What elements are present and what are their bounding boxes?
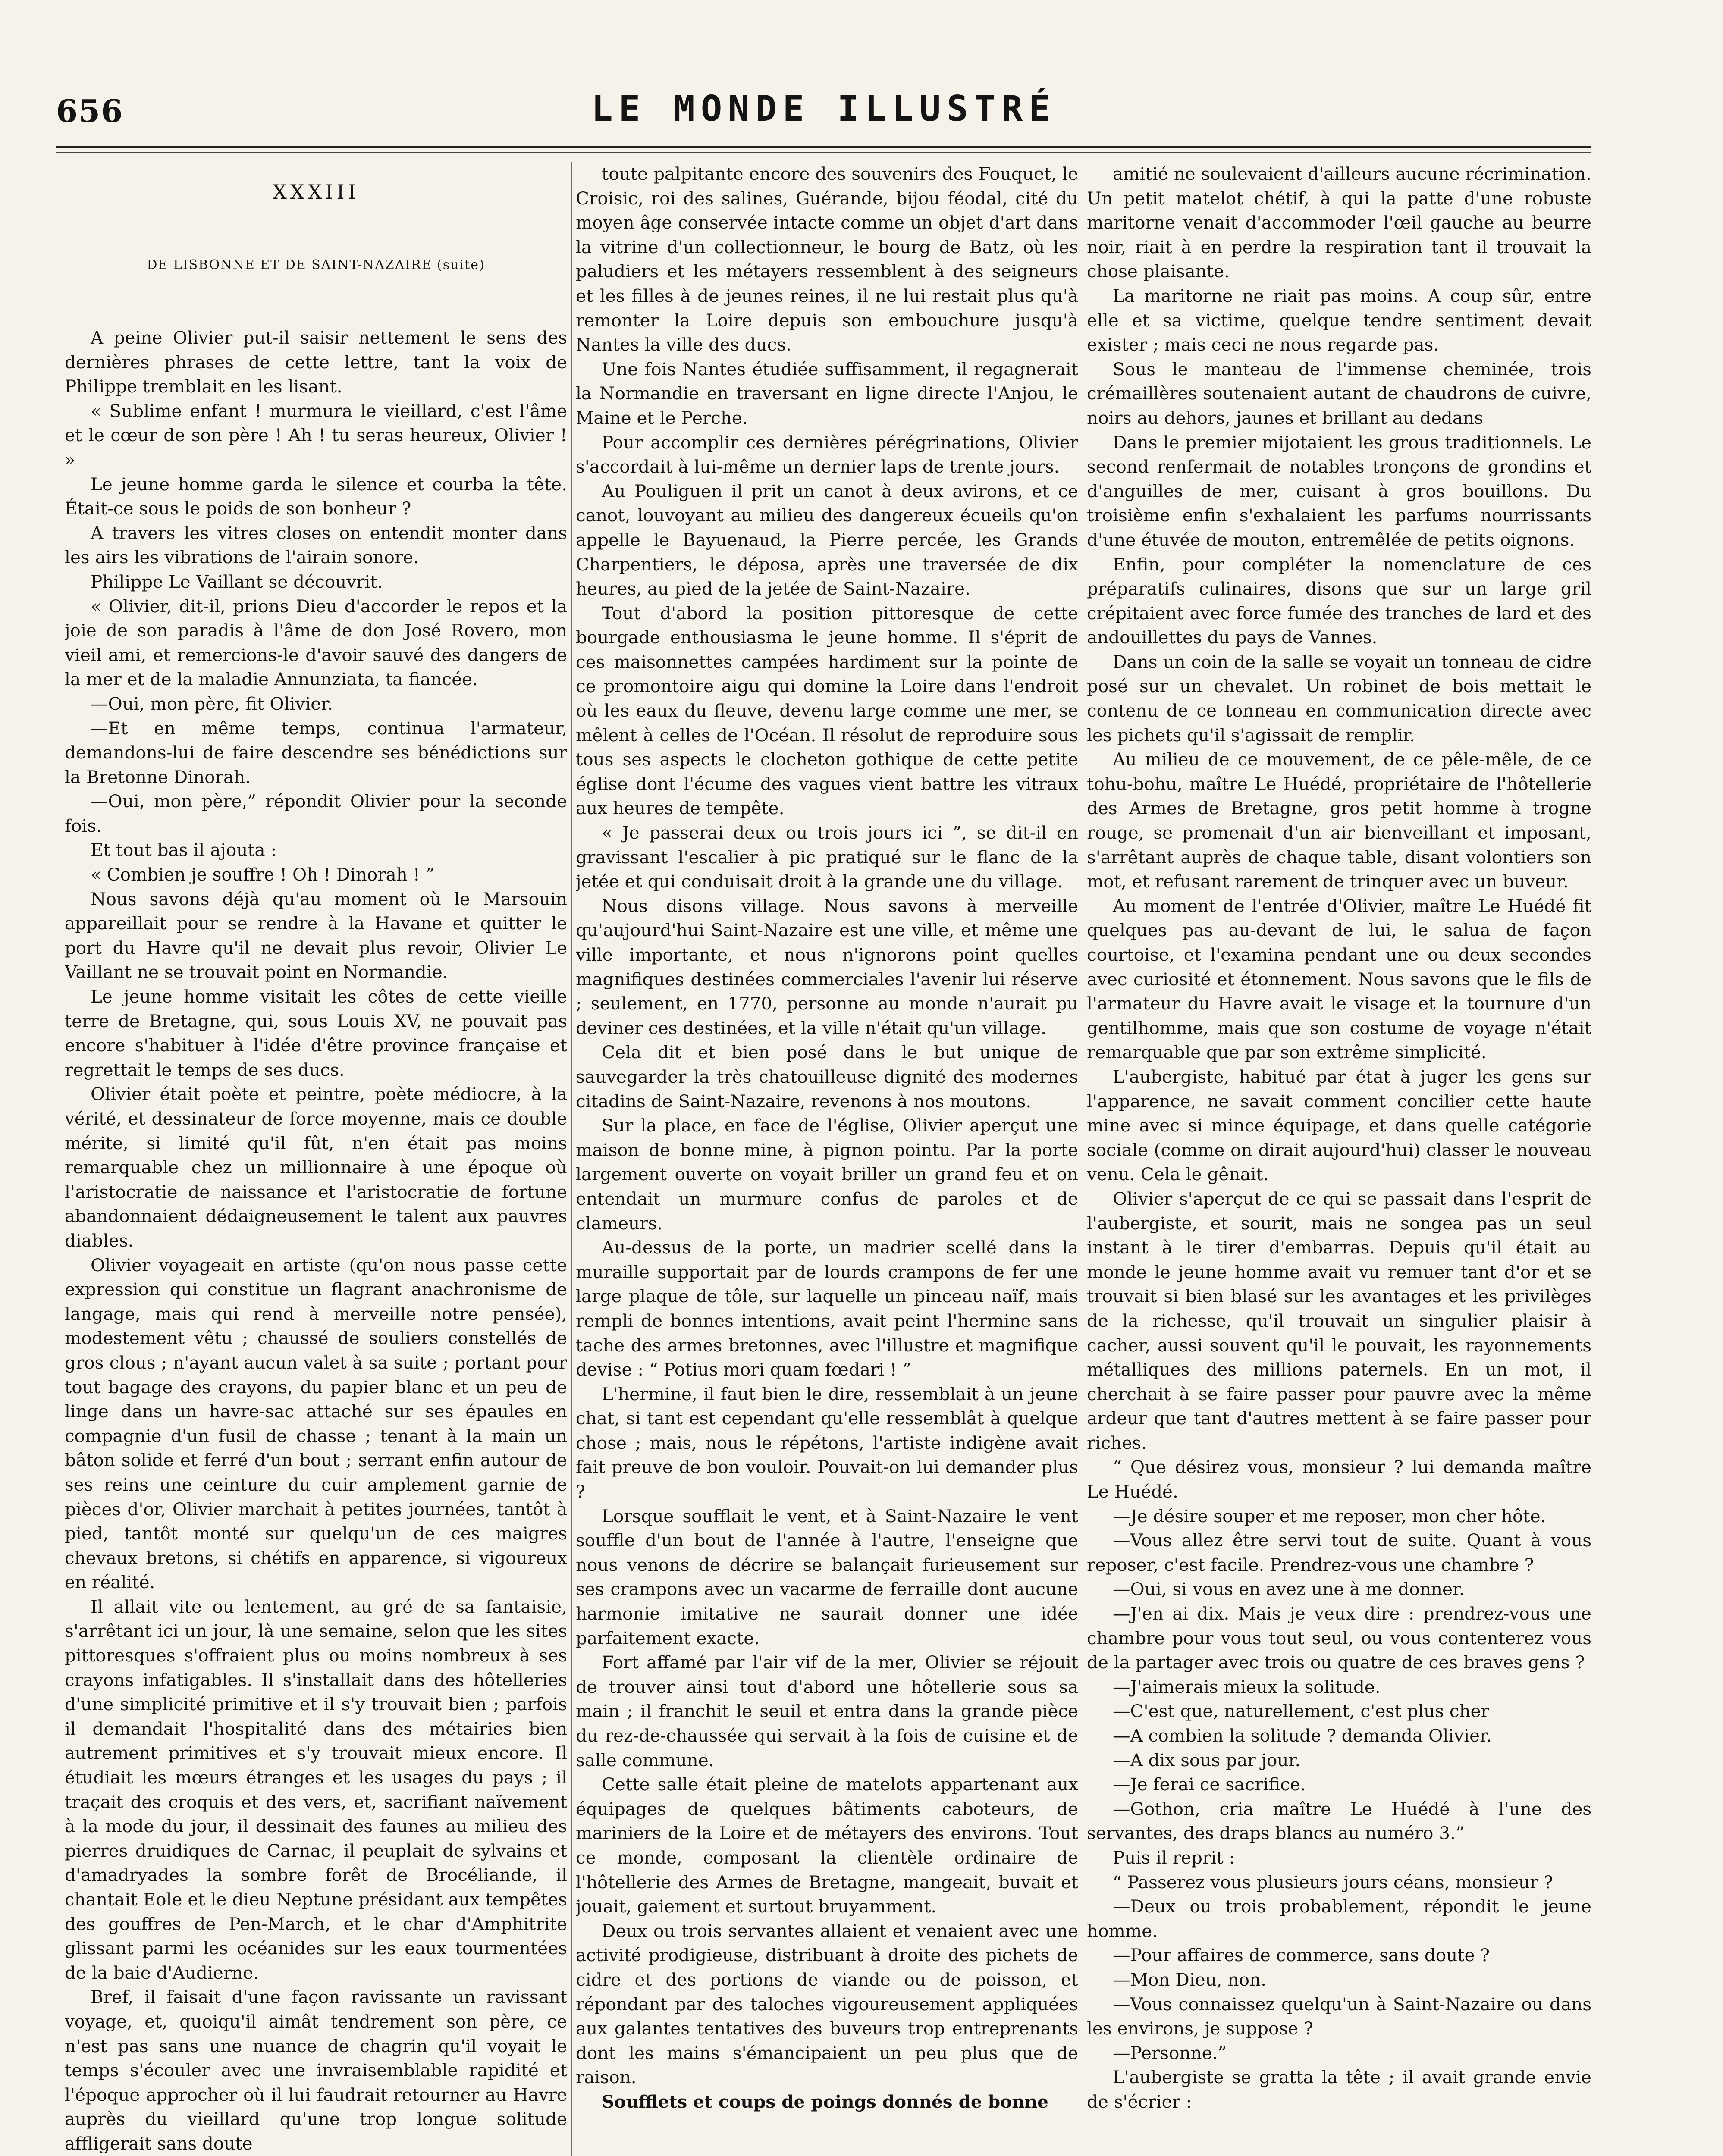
paragraph: Et tout bas il ajouta :: [91, 840, 277, 861]
paragraph: amitié ne soulevaient d'ailleurs aucune récrimination. Un petit matelot chétif, à qui la patte d'une robuste maritorne venait d'accommoder l'œil gauche au beurre noir, riait à en perdre la respiration tant il trouvait la chose plaisante.: [1087, 163, 1591, 282]
paragraph: “ Passerez vous plusieurs jours céans, monsieur ?: [1113, 1871, 1554, 1893]
paragraph: Au milieu de ce mouvement, de ce pêle-mêle, de ce tohu-bohu, maître Le Huédé, propriétaire de l'hôtellerie des Armes de Bretagne, gros petit homme à trogne rouge, se promenait d'un air bienveillant et imposant, s'arrêtant auprès de chaque table, disant volontiers son mot, et refusant rarement de trinquer avec un buveur.: [1087, 749, 1591, 892]
paragraph: L'hermine, il faut bien le dire, ressemblait à un jeune chat, si tant est cependant qu'elle ressemblât à quelque chose ; mais, nous le répétons, l'artiste indigène avait fait preuve de bon vouloir. Pouvait-on lui demander plus ?: [576, 1383, 1078, 1502]
paragraph: Soufflets et coups de poings donnés de bonne: [602, 2091, 1048, 2112]
paragraph: —Je désire souper et me reposer, mon cher hôte.: [1113, 1505, 1546, 1526]
paragraph: —Vous allez être servi tout de suite. Quant à vous reposer, c'est facile. Prendrez-vous une chambre ?: [1087, 1530, 1591, 1575]
paragraph: —Vous connaissez quelqu'un à Saint-Nazaire ou dans les environs, je suppose ?: [1087, 1993, 1591, 2039]
paragraph: Cette salle était pleine de matelots appartenant aux équipages de quelques bâtiments caboteurs, de mariniers de la Loire et de métayers des environs. Tout ce monde, composant la clientèle ordinaire de l'hôtellerie des Armes de Bretagne, mangeait, buvait et jouait, gaiement et surtout bruyamment.: [576, 1774, 1078, 1917]
paragraph: A peine Olivier put-il saisir nettement le sens des dernières phrases de cette lettre, tant la voix de Philippe tremblait en les lisant.: [65, 327, 567, 397]
paragraph: Philippe Le Vaillant se découvrit.: [91, 571, 383, 592]
page-header: [56, 88, 1591, 136]
column-1: [65, 162, 567, 2156]
paragraph: Nous disons village. Nous savons à merveille qu'aujourd'hui Saint-Nazaire est une ville, et même une ville importante, et nous n'ignorons point quelles magnifiques destinées commerciales l'avenir lui réserve ; seulement, en 1770, personne au monde n'aurait pu deviner ces destinées, et la ville n'était qu'un village.: [576, 895, 1078, 1038]
paragraph: —Personne.”: [1113, 2042, 1227, 2063]
header-rule-thin: [56, 152, 1591, 153]
paragraph: Olivier voyageait en artiste (qu'on nous passe cette expression qui constitue un flagrant anachronisme de langage, mais qui rend à merveille notre pensée), modestement vêtu ; chaussé de souliers constellés de gros clous ; n'ayant aucun valet à sa suite ; portant pour tout bagage des crayons, du papier blanc et un peu de linge dans un havre-sac attaché sur ses épaules en compagnie d'un fusil de chasse ; tenant à la main un bâton solide et ferré d'un bout ; serrant enfin autour de ses reins une ceinture du cuir amplement garnie de pièces d'or, Olivier marchait à petites journées, tantôt à pied, tantôt monté sur quelqu'un de ces maigres chevaux bretons, si chétifs en apparence, si vigoureux en réalité.: [65, 1254, 567, 1593]
paragraph: —Pour affaires de commerce, sans doute ?: [1113, 1945, 1490, 1966]
paragraph: —Mon Dieu, non.: [1113, 1969, 1266, 1990]
column-3-text: [1087, 162, 1591, 2114]
paragraph: Au-dessus de la porte, un madrier scellé dans la muraille supportait par de lourds crampons de fer une large plaque de tôle, sur laquelle un pinceau naïf, mais rempli de bonnes intentions, avait peint l'hermine sans tache des armes bretonnes, avec l'illustre et magnifique devise : “ Potius mori quam fœdari ! ”: [576, 1237, 1078, 1380]
paragraph: Deux ou trois servantes allaient et venaient avec une activité prodigieuse, distribuant à droite des pichets de cidre et des portions de viande ou de poisson, et répondant par des taloches vigoureusement appliquées aux galantes tentatives des buveurs trop entreprenants dont les mains s'émancipaient un peu plus que de raison.: [576, 1920, 1078, 2088]
paragraph: « Combien je souffre ! Oh ! Dinorah ! ”: [91, 864, 435, 885]
chapter-subtitle: DE LISBONNE ET DE SAINT-NAZAIRE (suite): [147, 257, 485, 273]
column-divider: [571, 162, 572, 2156]
column-2: [576, 162, 1078, 2156]
paragraph: Sur la place, en face de l'église, Olivier aperçut une maison de bonne mine, à pignon pointu. Par la porte largement ouverte on voyait briller un grand feu et on entendait un murmure confus de paroles et de clameurs.: [576, 1115, 1078, 1234]
paragraph: La maritorne ne riait pas moins. A coup sûr, entre elle et sa victime, quelque tendre sentiment devait exister ; mais ceci ne nous regarde pas.: [1087, 285, 1591, 355]
paragraph: Dans un coin de la salle se voyait un tonneau de cidre posé sur un chevalet. Un robinet de bois mettait le contenu de ce tonneau en communication directe avec les pichets qu'il s'agissait de remplir.: [1087, 651, 1591, 746]
paragraph: Lorsque soufflait le vent, et à Saint-Nazaire le vent souffle d'un bout de l'année à l'autre, l'enseigne que nous venons de décrire se balançait furieusement sur ses crampons avec un vacarme de ferraille dont aucune harmonie imitative ne saurait donner une idée parfaitement exacte.: [576, 1505, 1078, 1648]
column-1-text: [65, 326, 567, 2156]
paragraph: —A combien la solitude ? demanda Olivier.: [1113, 1725, 1492, 1746]
paragraph: Cela dit et bien posé dans le but unique de sauvegarder la très chatouilleuse dignité des modernes citadins de Saint-Nazaire, revenons à nos moutons.: [576, 1042, 1078, 1112]
paragraph: Bref, il faisait d'une façon ravissante un ravissant voyage, et, quoiqu'il aimât tendrement son père, ce n'est pas sans une nuance de chagrin qu'il voyait le temps s'écouler avec une invraisemblable rapidité et l'époque approcher où il lui faudrait retourner au Havre auprès du vieillard qu'une trop longue solitude affligerait sans doute: [65, 1987, 567, 2154]
paragraph: Nous savons déjà qu'au moment où le Marsouin appareillait pour se rendre à la Havane et quitter le port du Havre qu'il ne devait plus revoir, Olivier Le Vaillant ne se trouvait point en Normandie.: [65, 888, 567, 983]
paragraph: Le jeune homme visitait les côtes de cette vieille terre de Bretagne, qui, sous Louis XV, ne pouvait pas encore s'habituer à l'idée d'être province française et regrettait le temps de ses ducs.: [65, 986, 567, 1080]
paragraph: Une fois Nantes étudiée suffisamment, il regagnerait la Normandie en traversant en ligne directe l'Anjou, le Maine et le Perche.: [576, 358, 1078, 428]
chapter-number: XXXIII: [273, 180, 359, 204]
paragraph: toute palpitante encore des souvenirs des Fouquet, le Croisic, roi des salines, Guérande, bijou féodal, cité du moyen âge conservée intacte comme un objet d'art dans la vitrine d'un collectionneur, le bourg de Batz, où les paludiers et les métayers ressemblent à des seigneurs et les filles à de jeunes reines, il ne lui restait plus qu'à remonter la Loire depuis son embouchure jusqu'à Nantes la ville des ducs.: [576, 163, 1078, 355]
column-2-text: [576, 162, 1078, 2090]
paragraph: « Sublime enfant ! murmura le vieillard, c'est l'âme et le cœur de son père ! Ah ! tu seras heureux, Olivier ! »: [65, 400, 567, 470]
paragraph: —Et en même temps, continua l'armateur, demandons-lui de faire descendre ses bénédictions sur la Bretonne Dinorah.: [65, 718, 567, 787]
paragraph: Enfin, pour compléter la nomenclature de ces préparatifs culinaires, disons que sur un large gril crépitaient avec force fumée des tranches de lard et des andouillettes du pays de Vannes.: [1087, 554, 1591, 648]
paragraph: —Oui, mon père, fit Olivier.: [91, 693, 333, 714]
paragraph: L'aubergiste, habitué par état à juger les gens sur l'apparence, ne savait comment concilier cette haute mine avec si mince équipage, et dans quelle catégorie sociale (comme on dirait aujourd'hui) classer le nouveau venu. Cela le gênait.: [1087, 1066, 1591, 1185]
paragraph: Le jeune homme garda le silence et courba la tête. Était-ce sous le poids de son bonheur ?: [65, 473, 567, 519]
paragraph: Fort affamé par l'air vif de la mer, Olivier se réjouit de trouver ainsi tout d'abord une hôtellerie sous sa main ; il franchit le seuil et entra dans la grande pièce du rez-de-chaussée qui servait à la fois de cuisine et de salle commune.: [576, 1652, 1078, 1771]
paragraph: —J'en ai dix. Mais je veux dire : prendrez-vous une chambre pour vous tout seul, ou vous contenterez vous de la partager avec trois ou quatre de ces braves gens ?: [1087, 1603, 1591, 1673]
paragraph: Dans le premier mijotaient les grous traditionnels. Le second renfermait de notables tronçons de grondins et d'anguilles de mer, cuisant à gros bouillons. Du troisième enfin s'exhalaient les parfums nourrissants d'une étuvée de mouton, entremêlée de petits oignons.: [1087, 432, 1591, 550]
paragraph: « Je passerai deux ou trois jours ici ”, se dit-il en gravissant l'escalier à pic pratiqué sur le flanc de la jetée et qui conduisait droit à la grande une du village.: [576, 822, 1078, 892]
paragraph: —Deux ou trois probablement, répondit le jeune homme.: [1087, 1896, 1591, 1941]
paragraph: —Je ferai ce sacrifice.: [1113, 1774, 1306, 1795]
masthead-title: LE MONDE ILLUSTRÉ: [591, 88, 1056, 129]
header-rule: [56, 146, 1591, 148]
paragraph: —A dix sous par jour.: [1113, 1749, 1301, 1771]
paragraph: Au Pouliguen il prit un canot à deux avirons, et ce canot, louvoyant au milieu des dangereux écueils qu'on appelle le Bayuenaud, la Pierre percée, les Grands Charpentiers, le déposa, après une traversée de dix heures, au pied de la jetée de Saint-Nazaire.: [576, 480, 1078, 599]
page-number: 656: [56, 93, 124, 129]
paragraph: Tout d'abord la position pittoresque de cette bourgade enthousiasma le jeune homme. Il s'éprit de ces maisonnettes campées hardiment sur la pointe de ce promontoire aigu qui domine la Loire dans l'endroit où les eaux du fleuve, devenu large comme une mer, se mêlent à celles de l'Océan. Il résolut de reproduire sous tous ses aspects le clocheton gothique de cette petite église dont l'écume des vagues vient battre les vitraux aux heures de tempête.: [576, 602, 1078, 819]
paragraph: « Olivier, dit-il, prions Dieu d'accorder le repos et la joie de son paradis à l'âme de don José Rovero, mon vieil ami, et remercions-le d'avoir sauvé des dangers de la mer et de la maladie Annunziata, ta fiancée.: [65, 595, 567, 690]
paragraph: —C'est que, naturellement, c'est plus cher: [1113, 1701, 1489, 1722]
paragraph: Olivier était poète et peintre, poète médiocre, à la vérité, et dessinateur de force moyenne, mais ce double mérite, si limité qu'il fût, n'en était pas moins remarquable chez un millionnaire à une époque où l'aristocratie de naissance et l'aristocratie de fortune abandonnaient dédaigneusement le talent aux pauvres diables.: [65, 1084, 567, 1251]
paragraph: —Oui, mon père,” répondit Olivier pour la seconde fois.: [65, 791, 567, 836]
paragraph: L'aubergiste se gratta la tête ; il avait grande envie de s'écrier :: [1087, 2067, 1591, 2112]
paragraph: A travers les vitres closes on entendit monter dans les airs les vibrations de l'airain sonore.: [65, 522, 567, 568]
paragraph: —J'aimerais mieux la solitude.: [1113, 1676, 1381, 1697]
paragraph: Il allait vite ou lentement, au gré de sa fantaisie, s'arrêtant ici un jour, là une semaine, selon que les sites pittoresques s'offraient plus ou moins nombreux à ses crayons infatigables. Il s'installait dans des hôtelleries d'une simplicité primitive et il s'y trouvait bien ; parfois il demandait l'hospitalité dans des métairies bien autrement primitives et s'y trouvait mieux encore. Il étudiait les mœurs étranges et les usages du pays ; il traçait des croquis et des vers, et, sacrifiant naïvement à la mode du jour, il dessinait des faunes au milieu des pierres druidiques de Carnac, il peuplait de sylvains et d'amadryades la sombre forêt de Brocéliande, il chantait Eole et le dieu Neptune présidant aux tempêtes des gouffres de Pen-March, et le char d'Amphitrite glissant parmi les océanides sur les eaux tourmentées de la baie d'Audierne.: [65, 1596, 567, 1983]
paragraph: Pour accomplir ces dernières pérégrinations, Olivier s'accordait à lui-même un dernier laps de trente jours.: [576, 432, 1078, 477]
paragraph: Olivier s'aperçut de ce qui se passait dans l'esprit de l'aubergiste, et sourit, mais ne songea pas un seul instant à le tirer d'embarras. Depuis qu'il était au monde le jeune homme avait vu remuer tant d'or et se trouvait si bien blasé sur les avantages et les privilèges de la richesse, qu'il trouvait un singulier plaisir à cacher, aussi souvent qu'il le pouvait, les rayonnements métalliques des millions paternels. En un mot, il cherchait à se faire passer pour pauvre avec la même ardeur que tant d'autres mettent à se faire passer pour riches.: [1087, 1188, 1591, 1453]
paragraph: —Gothon, cria maître Le Huédé à l'une des servantes, des draps blancs au numéro 3.”: [1087, 1798, 1591, 1844]
paragraph: Sous le manteau de l'immense cheminée, trois crémaillères soutenaient autant de chaudrons de cuivre, noirs au dehors, jaunes et brillant au dedans: [1087, 358, 1591, 428]
paragraph: Puis il reprit :: [1113, 1847, 1235, 1868]
column-3: [1087, 162, 1591, 2156]
paragraph: “ Que désirez vous, monsieur ? lui demanda maître Le Huédé.: [1087, 1457, 1591, 1502]
paragraph: —Oui, si vous en avez une à me donner.: [1113, 1579, 1465, 1600]
paragraph: Au moment de l'entrée d'Olivier, maître Le Huédé fit quelques pas au-devant de lui, le salua de façon courtoise, et l'examina pendant une ou deux secondes avec curiosité et étonnement. Nous savons que le fils de l'armateur du Havre avait le visage et la tournure d'un gentilhomme, mais que son costume de voyage n'était remarquable que par son extrême simplicité.: [1087, 895, 1591, 1063]
